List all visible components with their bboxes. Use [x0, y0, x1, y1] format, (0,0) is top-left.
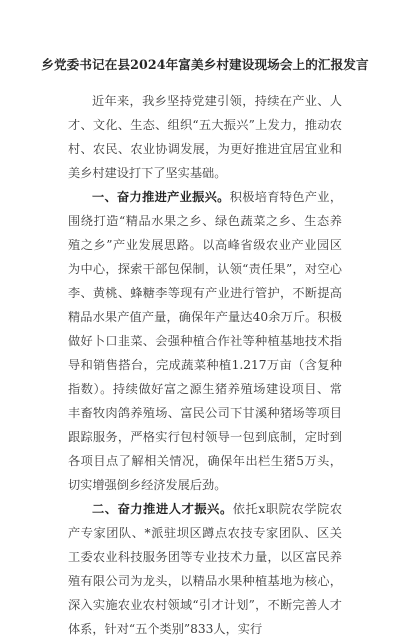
talent-revitalization-paragraph — [68, 497, 342, 641]
document-title: 乡党委书记在县2024年富美乡村建设现场会上的汇报发言 — [41, 57, 369, 72]
paragraph-text: 积极培育特色产业，围绕打造“精品水果之乡、绿色蔬菜之乡、生态养殖之乡”产业发展思路。以高峰省级农业产业园区为中心，探索干部包保制，认领“责任果”，对空心李、黄桃、蜂糖李等现有产业进行管护，不断提高精品水果产值产量，确保年产量达40余万斤。积极做好卜口韭菜、会强种植合作社等种植基地技术指导和销售搭台，完成蔬菜种植1.217万亩（含复种指数）。持续做好富之源生猪养殖场建设项目、常丰畜牧肉鸽养殖场、富民公司下甘溪种猪场等项目跟踪服务，严格实行包村领导一包到底制，定时到各项目点了解相关情况，确保年出栏生猪5万头，切实增强倒乡经济发展后劲。 — [68, 190, 343, 492]
industry-revitalization-paragraph — [68, 185, 342, 497]
intro-paragraph — [68, 89, 342, 185]
paragraph-text: 近年来，我乡坚持党建引领，持续在产业、人才、文化、生态、组织“五大振兴”上发力，推动农村、农民、农业协调发展，为更好推进宜居宜业和美乡村建设打下了坚实基础。 — [68, 94, 342, 180]
document-body — [68, 89, 342, 641]
paragraph-heading: 一、奋力推进产业振兴。 — [92, 190, 230, 204]
paragraph-text: 依托x职院农学院农产专家团队、*派驻坝区蹲点农技专家团队、区关工委农业科技服务团等专业技术力量，以区富民养殖有限公司为龙头，以精品水果种植基地为核心，深入实施农业农村领域“引才计划”，不断完善人才体系，针对“五个类别”833人，实行 — [68, 502, 343, 636]
paragraph-heading: 二、奋力推进人才振兴。 — [92, 502, 233, 516]
